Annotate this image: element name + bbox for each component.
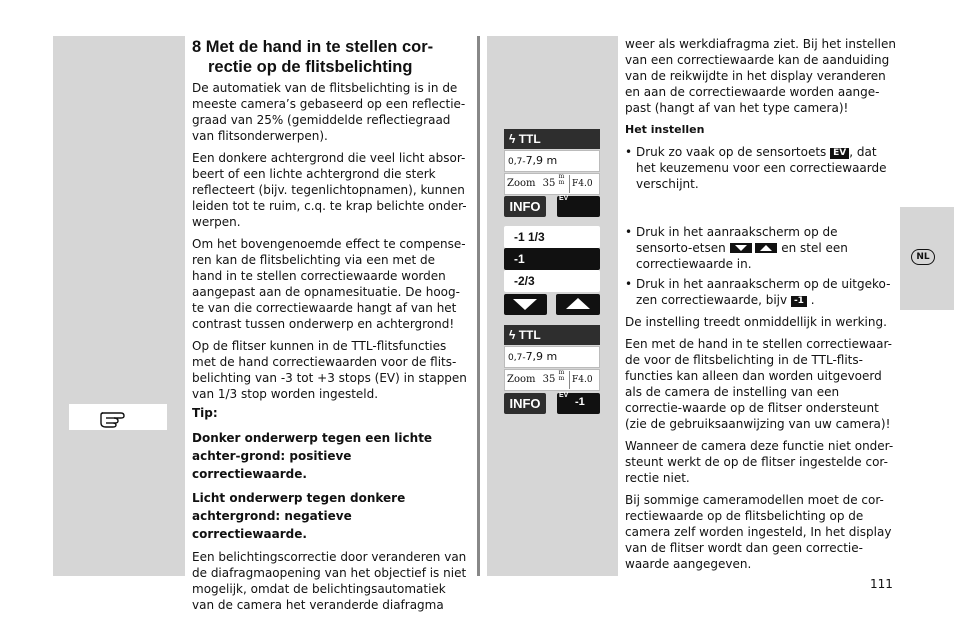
- instruction-step: • Druk zo vaak op de sensortoets EV , dat het keuzemenu voor een correctiewaarde verschijnt.: [625, 144, 897, 192]
- ev-key-icon: EV: [830, 148, 849, 159]
- paragraph: De instelling treedt onmiddellijk in werking.: [625, 315, 887, 329]
- instruction-step: • Druk in het aanraakscherm op de uitgeko-zen correctiewaarde, bijv -1 .: [625, 276, 897, 308]
- paragraph: Een met de hand in te stellen correctiewaar-de voor de flitsbelichting in de TTL-flits-functies kan alleen dan worden uitgevoerd als de camera de instelling van een correctie-waarde op de flitser ondersteunt (zie de gebruiksaanwijzing van uw camera)!: [625, 337, 893, 431]
- display-zoom: Zoom 35 m m F4.0: [504, 369, 600, 391]
- heading-line-2: rectie op de flitsbelichting: [208, 58, 413, 76]
- display-distance: 0,7-7,9 m: [504, 150, 600, 172]
- ev-button[interactable]: EV -1: [557, 393, 600, 414]
- paragraph: Een donkere achtergrond die veel licht absor-beert of een lichte achtergrond die sterk reflecteert (bijv. tegenlichtopnamen), kunnen leiden tot te ruim, c.q. te krap belichte onder-werpen.: [192, 151, 467, 229]
- paragraph: De automatiek van de flitsbelichting is in de meeste camera’s gebaseerd op een reflectie-graad van 25% (gemiddelde reflectiegraad van flitsonderwerpen).: [192, 81, 466, 143]
- minus-one-key-icon: -1: [791, 296, 807, 307]
- scroll-down-button[interactable]: [504, 294, 547, 315]
- left-text-column: [192, 80, 468, 619]
- display-mode-bar: ϟ TTL: [504, 129, 600, 149]
- display-zoom: Zoom 35 m m F4.0: [504, 173, 600, 195]
- paragraph: Wanneer de camera deze functie niet onder-steunt werkt de op de flitser ingestelde cor-rectie niet.: [625, 439, 894, 485]
- correction-menu-item-selected[interactable]: -1: [504, 248, 600, 270]
- up-key-icon: [755, 243, 777, 253]
- heading-line-1: 8 Met de hand in te stellen cor-: [192, 38, 434, 56]
- section-heading: [192, 37, 472, 77]
- correction-menu-item[interactable]: -1 1/3: [504, 226, 600, 248]
- tip-label: Tip:: [192, 406, 218, 420]
- scroll-up-button[interactable]: [556, 294, 600, 315]
- info-button[interactable]: INFO: [504, 196, 546, 217]
- paragraph: Een belichtingscorrectie door veranderen van de diafragmaopening van het objectief is niet mogelijk, omdat de belichtingsautomatiek van de camera het veranderde diafragma: [192, 550, 467, 612]
- correction-menu-item[interactable]: -2/3: [504, 270, 600, 292]
- tip-text: Licht onderwerp tegen donkere achtergrond: negatieve correctiewaarde.: [192, 491, 406, 541]
- info-button[interactable]: INFO: [504, 393, 546, 414]
- triangle-down-icon: [513, 299, 537, 310]
- right-text-column: [625, 36, 897, 578]
- flash-icon: ϟ: [509, 328, 516, 342]
- page-number: 111: [870, 577, 893, 591]
- ev-button[interactable]: EV: [557, 196, 600, 217]
- language-badge: NL: [911, 249, 935, 265]
- triangle-up-icon: [566, 298, 590, 309]
- display-distance: 0,7-7,9 m: [504, 346, 600, 368]
- flash-icon: ϟ: [509, 132, 516, 146]
- left-margin-strip: [53, 36, 185, 576]
- paragraph: Bij sommige cameramodellen moet de cor-rectiewaarde op de flitsbelichting op de camera zelf worden ingesteld, In het display van de flitser wordt dan geen correctie-waarde aangegeven.: [625, 493, 892, 571]
- down-key-icon: [730, 243, 752, 253]
- subheading: Het instellen: [625, 123, 705, 136]
- pointing-hand-icon: [69, 404, 167, 430]
- paragraph: Op de flitser kunnen in de TTL-flitsfuncties met de hand correctiewaarden voor de flits-belichting van -3 tot +3 stops (EV) in stappen van 1/3 stop worden ingesteld.: [192, 339, 467, 401]
- instruction-step: • Druk in het aanraakscherm op de sensorto-etsen en stel een correctiewaarde in.: [625, 224, 897, 272]
- tip-text: Donker onderwerp tegen een lichte achter-grond: positieve correctiewaarde.: [192, 431, 433, 481]
- paragraph: weer als werkdiafragma ziet. Bij het instellen van een correctiewaarde kan de aanduiding van de reikwijdte in het display veranderen en aan de correctiewaarde worden aange-past (hangt af van het type camera)!: [625, 37, 896, 115]
- column-divider: [477, 36, 480, 576]
- paragraph: Om het bovengenoemde effect te compense-ren kan de flitsbelichting via een met de hand in te stellen correctiewaarde worden aangepast aan de opnamesituatie. De hoog-te van die correctiewaarde hangt af van het contrast tussen onderwerp en achtergrond!: [192, 237, 466, 331]
- display-mode-bar: ϟ TTL: [504, 325, 600, 345]
- tip-icon-box: [69, 404, 167, 430]
